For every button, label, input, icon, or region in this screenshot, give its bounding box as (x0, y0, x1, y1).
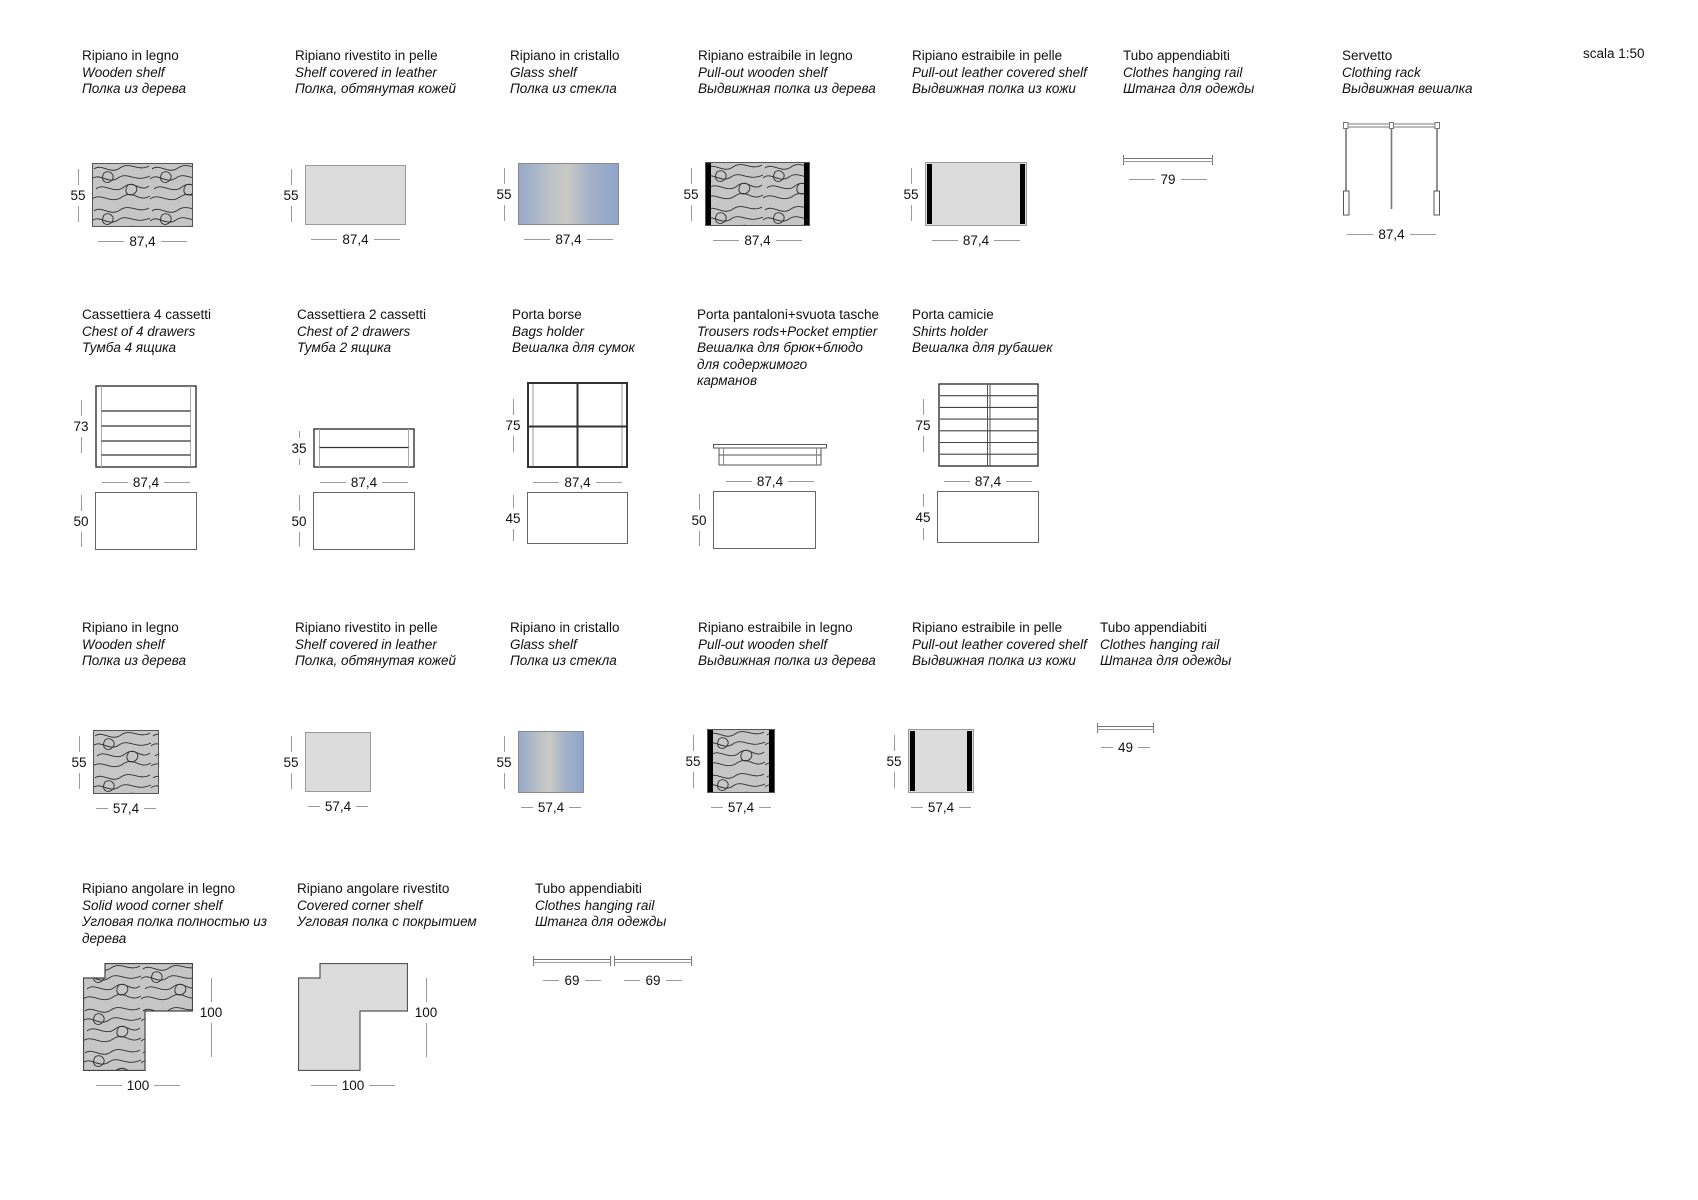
width-dim (1101, 740, 1150, 755)
title-trousers-holder (697, 307, 902, 390)
title-ru-1: Угловая полка полностью из (82, 914, 268, 929)
width-dim (944, 474, 1032, 489)
title-it: Ripiano rivestito in pelle (295, 48, 438, 63)
title-ru: Полка из дерева (82, 81, 187, 96)
width-dim (96, 801, 156, 816)
hanging-rail-drawing-left (533, 956, 611, 967)
width-value: 87,4 (744, 233, 771, 248)
height-dim (69, 730, 89, 794)
title-it: Ripiano estraibile in pelle (912, 48, 1063, 63)
title-en: Covered corner shelf (297, 897, 423, 913)
bags-holder-drawing (527, 382, 628, 468)
title-ru-2: дерева (82, 930, 127, 946)
title-en: Shirts holder (912, 323, 988, 339)
title-ru: Выдвижная вешалка (1342, 81, 1473, 96)
height-value: 55 (71, 754, 87, 770)
title-it: Porta borse (512, 307, 582, 322)
leather-shelf-drawing (305, 732, 371, 792)
title-en: Pull-out wooden shelf (698, 636, 828, 652)
corner-shelf-covered-drawing (298, 963, 408, 1071)
title-ru: Полка, обтянутая кожей (295, 653, 457, 668)
title-it: Porta camicie (912, 307, 994, 322)
title-wooden-shelf-l (82, 48, 287, 98)
figure-rail-double (533, 956, 692, 988)
depth-value: 45 (915, 509, 931, 525)
width-value: 87,4 (962, 233, 990, 248)
pullout-bar-left (910, 731, 915, 791)
height-dim (681, 162, 701, 226)
title-corner-shelf-wood (82, 881, 287, 947)
title-en: Shelf covered in leather (295, 636, 437, 652)
title-ru: Вешалка для сумок (512, 340, 635, 355)
height-value: 55 (283, 754, 299, 770)
title-it: Tubo appendiabiti (535, 881, 642, 896)
width-value: 87,4 (350, 475, 378, 490)
depth-dim (289, 492, 309, 550)
width-value: 87,4 (555, 232, 582, 247)
height-value: 55 (683, 186, 699, 202)
title-en: Pull-out leather covered shelf (912, 636, 1087, 652)
shirts-holder-drawing (938, 383, 1039, 467)
figure-pullout-wood-s (683, 729, 775, 815)
height-dim (683, 729, 703, 793)
width-value: 79 (1160, 172, 1176, 187)
title-ru-3: карманов (697, 373, 757, 388)
plan-view (713, 491, 816, 549)
width-value: 57,4 (727, 800, 755, 815)
depth-dim (503, 492, 523, 544)
title-it: Ripiano estraibile in pelle (912, 620, 1063, 635)
title-it: Ripiano in cristallo (510, 620, 620, 635)
title-ru: Вешалка для рубашек (912, 340, 1053, 355)
depth-dim (689, 491, 709, 549)
title-pullout-wood-l (698, 48, 903, 98)
height-dim (281, 732, 301, 792)
title-wooden-shelf-s (82, 620, 287, 670)
figure-corner-shelf-covered (298, 963, 436, 1093)
pullout-wood-drawing (705, 162, 810, 226)
figure-pullout-leather-l (901, 162, 1027, 248)
title-chest-2-drawers (297, 307, 502, 357)
figure-rail-49 (1097, 723, 1154, 755)
pullout-bar-right (1020, 164, 1025, 224)
title-ru: Выдвижная полка из дерева (698, 81, 876, 96)
title-ru: Полка из стекла (510, 81, 617, 96)
figure-glass-shelf-l (494, 163, 619, 247)
figure-servetto (1343, 117, 1440, 242)
height-dim (901, 162, 921, 226)
title-it: Ripiano angolare in legno (82, 881, 236, 896)
height-value: 75 (915, 417, 931, 433)
figure-rail-79 (1123, 155, 1213, 187)
width-value: 57,4 (537, 800, 565, 815)
height-dim (71, 385, 91, 468)
hanging-rail-drawing-right (614, 956, 692, 967)
title-en: Chest of 2 drawers (297, 323, 411, 339)
title-ru: Штанга для одежды (1123, 81, 1255, 96)
title-en: Glass shelf (510, 64, 577, 80)
figure-bags-holder (503, 382, 628, 544)
title-en: Wooden shelf (82, 636, 165, 652)
title-ru: Полка из стекла (510, 653, 617, 668)
height-dim (503, 382, 523, 468)
title-ru: Выдвижная полка из кожи (912, 81, 1076, 96)
chest-4-drawers-drawing (95, 385, 197, 468)
glass-shelf-drawing (518, 731, 584, 793)
width-dim-right (614, 973, 692, 988)
height-dim (289, 428, 309, 468)
width-dim (98, 234, 186, 249)
hanging-rail-drawing (1097, 723, 1154, 734)
hanging-rail-drawing (1123, 155, 1213, 166)
depth-dim (913, 491, 933, 543)
width-value: 87,4 (132, 475, 160, 490)
height-dim (281, 165, 301, 225)
title-it: Cassettiera 2 cassetti (297, 307, 427, 322)
title-ru: Полка из дерева (82, 653, 187, 668)
title-en: Trousers rods+Pocket emptier (697, 323, 878, 339)
title-en: Solid wood corner shelf (82, 897, 223, 913)
pullout-leather-drawing (925, 162, 1027, 226)
width-dim (1347, 227, 1435, 242)
width-value: 100 (341, 1078, 365, 1093)
figure-chest-2-drawers (289, 428, 415, 550)
width-value: 57,4 (112, 801, 140, 816)
plan-view (313, 492, 415, 550)
title-ru: Выдвижная полка из дерева (698, 653, 876, 668)
height-dim (494, 731, 514, 793)
title-ru: Полка, обтянутая кожей (295, 81, 457, 96)
title-glass-shelf-s (510, 620, 715, 670)
title-en: Wooden shelf (82, 64, 165, 80)
title-en: Glass shelf (510, 636, 577, 652)
width-dim (713, 233, 801, 248)
height-dim (913, 383, 933, 467)
wooden-shelf-drawing (93, 730, 159, 794)
title-it: Cassettiera 4 cassetti (82, 307, 212, 322)
title-pullout-leather-s (912, 620, 1117, 670)
width-value-left: 69 (564, 973, 580, 988)
title-it: Tubo appendiabiti (1100, 620, 1207, 635)
plan-view (95, 492, 197, 550)
title-servetto (1342, 48, 1547, 98)
title-it: Ripiano in legno (82, 48, 179, 63)
title-en: Clothes hanging rail (535, 897, 655, 913)
height-value: 35 (291, 440, 307, 456)
title-ru: Выдвижная полка из кожи (912, 653, 1076, 668)
width-value: 87,4 (756, 474, 784, 489)
corner-shelf-wood-drawing (83, 963, 193, 1071)
trousers-holder-drawing (713, 444, 827, 467)
width-value: 87,4 (564, 475, 591, 490)
dim-spacer (689, 444, 709, 467)
height-value: 55 (685, 753, 701, 769)
width-dim (83, 1078, 193, 1093)
title-it: Ripiano rivestito in pelle (295, 620, 438, 635)
title-it: Servetto (1342, 48, 1393, 63)
title-ru-2: для содержимого (697, 356, 808, 372)
width-value: 100 (126, 1078, 150, 1093)
figure-leather-shelf-s (281, 732, 371, 814)
width-value: 87,4 (1378, 227, 1405, 242)
height-dim (201, 963, 221, 1071)
title-rail-79 (1123, 48, 1328, 98)
width-dim (932, 233, 1020, 248)
plan-view (937, 491, 1039, 543)
leather-shelf-drawing (305, 165, 406, 225)
width-dim-left (533, 973, 611, 988)
height-value: 100 (199, 1004, 223, 1020)
width-value-right: 69 (645, 973, 661, 988)
height-value: 73 (73, 419, 89, 434)
pullout-leather-drawing (908, 729, 974, 793)
glass-shelf-drawing (518, 163, 619, 225)
wooden-shelf-drawing (92, 163, 193, 227)
title-en: Clothes hanging rail (1123, 64, 1243, 80)
title-it: Tubo appendiabiti (1123, 48, 1230, 63)
depth-value: 45 (505, 510, 521, 526)
scale-label: scala 1:50 (1583, 46, 1645, 61)
chest-2-drawers-drawing (313, 428, 415, 468)
title-it: Ripiano in cristallo (510, 48, 620, 63)
height-dim (884, 729, 904, 793)
title-ru: Угловая полка с покрытием (297, 914, 477, 929)
width-dim (320, 475, 408, 490)
depth-value: 50 (291, 513, 307, 529)
height-value: 55 (70, 187, 86, 203)
depth-dim (71, 492, 91, 550)
height-value: 55 (496, 186, 512, 202)
width-value: 57,4 (927, 800, 955, 815)
width-dim (308, 799, 368, 814)
width-dim (1129, 172, 1206, 187)
title-shirts-holder (912, 307, 1117, 357)
title-en: Clothing rack (1342, 64, 1421, 80)
width-dim (533, 475, 621, 490)
title-chest-4-drawers (82, 307, 287, 357)
title-ru: Тумба 2 ящика (297, 340, 392, 355)
height-value: 55 (886, 753, 902, 769)
figure-pullout-wood-l (681, 162, 810, 248)
title-leather-shelf-l (295, 48, 500, 98)
height-value: 100 (414, 1004, 438, 1020)
title-ru: Штанга для одежды (535, 914, 667, 929)
depth-value: 50 (73, 513, 89, 529)
title-pullout-leather-l (912, 48, 1117, 98)
title-ru: Штанга для одежды (1100, 653, 1232, 668)
figure-chest-4-drawers (71, 385, 197, 550)
figure-glass-shelf-s (494, 731, 584, 815)
title-en: Chest of 4 drawers (82, 323, 196, 339)
width-value: 87,4 (129, 234, 156, 249)
depth-value: 50 (691, 512, 707, 528)
width-dim (298, 1078, 408, 1093)
figure-corner-shelf-wood (83, 963, 221, 1093)
figure-trousers-holder (689, 444, 827, 549)
pullout-bar-right (967, 731, 972, 791)
height-dim (416, 963, 436, 1071)
rail-pair (533, 956, 692, 967)
height-dim (68, 163, 88, 227)
width-dim (311, 232, 399, 247)
plan-view (527, 492, 628, 544)
width-dim (911, 800, 971, 815)
figure-wooden-shelf-s (69, 730, 159, 816)
height-dim (494, 163, 514, 225)
title-bags-holder (512, 307, 717, 357)
title-corner-shelf-covered (297, 881, 502, 931)
width-dim (726, 474, 814, 489)
width-dim (524, 232, 612, 247)
pullout-wood-drawing (707, 729, 775, 793)
height-value: 55 (496, 754, 512, 770)
figure-wooden-shelf-l (68, 163, 193, 249)
title-it: Ripiano in legno (82, 620, 179, 635)
title-it: Ripiano estraibile in legno (698, 48, 853, 63)
title-en: Bags holder (512, 323, 585, 339)
width-dim (521, 800, 581, 815)
pullout-bar-left (927, 164, 932, 224)
title-rail-49 (1100, 620, 1305, 670)
title-en: Pull-out wooden shelf (698, 64, 828, 80)
width-value: 87,4 (342, 232, 369, 247)
width-value: 57,4 (324, 799, 352, 814)
width-value: 49 (1117, 740, 1134, 755)
title-it: Porta pantaloni+svuota tasche (697, 307, 879, 322)
height-value: 75 (505, 417, 521, 433)
servetto-drawing (1343, 117, 1440, 217)
title-en: Shelf covered in leather (295, 64, 437, 80)
title-it: Ripiano angolare rivestito (297, 881, 450, 896)
height-value: 55 (283, 187, 299, 203)
title-glass-shelf-l (510, 48, 715, 98)
height-value: 55 (903, 186, 919, 202)
width-dim (711, 800, 771, 815)
title-ru: Тумба 4 ящика (82, 340, 177, 355)
width-dim (102, 475, 190, 490)
title-rail-double (535, 881, 740, 931)
title-en: Pull-out leather covered shelf (912, 64, 1087, 80)
title-ru-1: Вешалка для брюк+блюдо (697, 340, 863, 355)
width-value: 87,4 (974, 474, 1002, 489)
title-leather-shelf-s (295, 620, 500, 670)
title-pullout-wood-s (698, 620, 903, 670)
title-en: Clothes hanging rail (1100, 636, 1220, 652)
title-it: Ripiano estraibile in legno (698, 620, 853, 635)
figure-pullout-leather-s (884, 729, 974, 815)
figure-shirts-holder (913, 383, 1039, 543)
figure-leather-shelf-l (281, 165, 406, 247)
